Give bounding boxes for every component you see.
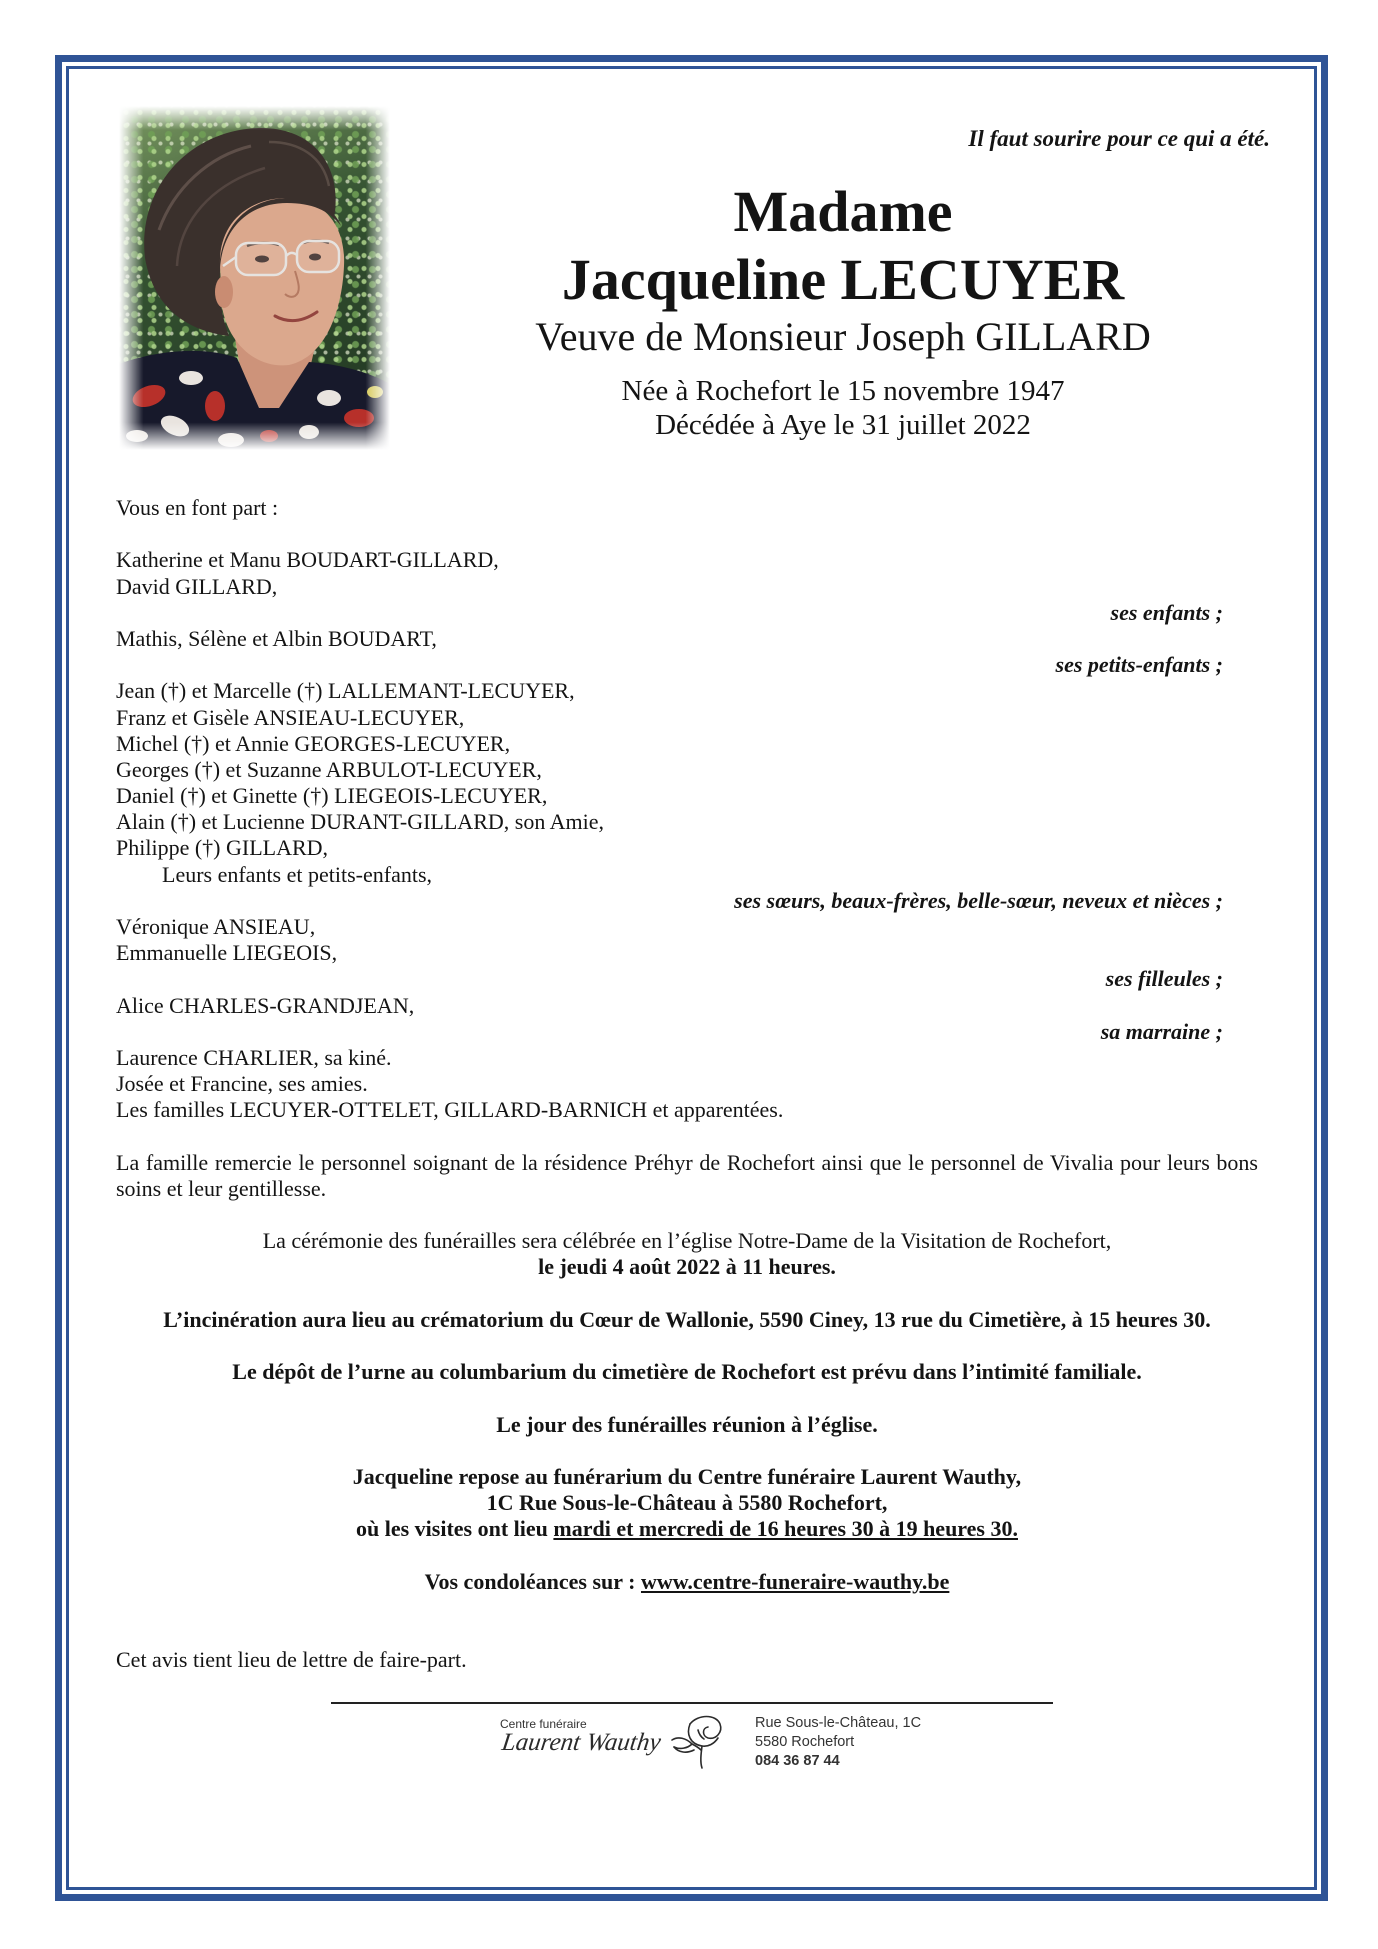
face	[220, 198, 344, 365]
relation-label: ses filleules ;	[1105, 966, 1223, 992]
gathering-info: Le jour des funérailles réunion à l’église.	[496, 1411, 878, 1437]
relation-label: ses enfants ;	[1110, 599, 1223, 625]
ceremony-place: La cérémonie des funérailles sera célébrée en l’église Notre-Dame de la Visitation de Rochefort,	[262, 1228, 1112, 1254]
repose-place: Jacqueline repose au funérarium du Centre funéraire Laurent Wauthy,	[352, 1463, 1022, 1489]
condolences-label: Vos condoléances sur :	[424, 1568, 641, 1594]
announcement-body	[116, 495, 1258, 1673]
visiting-hours	[116, 1516, 1258, 1542]
closing-note: Cet avis tient lieu de lettre de faire-part.	[116, 1647, 467, 1673]
family-name-line: Daniel (†) et Ginette (†) LIEGEOIS-LECUYER,	[116, 783, 548, 809]
widow-of: Veuve de Monsieur Joseph GILLARD	[535, 314, 1151, 359]
relation-label: ses petits-enfants ;	[1055, 652, 1223, 678]
thanks-line: soins et leur gentillesse.	[116, 1175, 327, 1201]
logo-wordmark: Laurent Wauthy	[500, 1729, 663, 1756]
family-sub-line: Leurs enfants et petits-enfants,	[162, 861, 433, 887]
funeral-home-city: 5580 Rochefort	[755, 1734, 855, 1750]
family-group-goddaughters	[116, 914, 1258, 993]
family-name-line: Alain (†) et Lucienne DURANT-GILLARD, son Amie,	[116, 809, 604, 835]
family-name-line: Jean (†) et Marcelle (†) LALLEMANT-LECUYER,	[116, 678, 575, 704]
other-mourner-line: Josée et Francine, ses amies.	[116, 1071, 368, 1097]
calla-lily-hand-icon	[668, 1710, 726, 1770]
family-name-line: Michel (†) et Annie GEORGES-LECUYER,	[116, 730, 511, 756]
deceased-name: Jacqueline LECUYER	[561, 247, 1125, 312]
family-name-line: Philippe (†) GILLARD,	[116, 835, 329, 861]
spacer	[116, 1595, 1258, 1621]
ceremony-date: le jeudi 4 août 2022 à 11 heures.	[538, 1254, 836, 1280]
ceremony-info	[116, 1228, 1258, 1280]
family-group-godmother	[116, 993, 1258, 1045]
funeral-home-street: Rue Sous-le-Château, 1C	[755, 1715, 922, 1731]
spacer	[116, 1385, 1258, 1411]
condolences-link[interactable]: www.centre-funeraire-wauthy.be	[640, 1568, 950, 1594]
family-group-grandchildren	[116, 626, 1258, 678]
death-info: Décédée à Aye le 31 juillet 2022	[655, 409, 1031, 441]
family-name-line: Véronique ANSIEAU,	[116, 914, 316, 939]
ear	[215, 276, 233, 308]
other-mourner-line: Les familles LECUYER-OTTELET, GILLARD-BARNICH et apparentées.	[116, 1097, 784, 1123]
birth-info: Née à Rochefort le 15 novembre 1947	[621, 375, 1065, 407]
epitaph-quote: Il faut sourire pour ce qui a été.	[968, 126, 1270, 151]
repose-info	[116, 1464, 1258, 1543]
repose-address: 1C Rue Sous-le-Château à 5580 Rochefort,	[486, 1490, 888, 1516]
portrait-illustration	[119, 106, 390, 450]
family-name-line: Emmanuelle LIEGEOIS,	[116, 940, 338, 966]
family-name-line: Georges (†) et Suzanne ARBULOT-LECUYER,	[116, 756, 542, 782]
family-name-line: Mathis, Sélène et Albin BOUDART,	[116, 625, 437, 651]
family-group-children	[116, 547, 1258, 626]
cremation-info: L’incinération aura lieu au crématorium du Cœur de Wallonie, 5590 Ciney, 13 rue du Cimetière, à 15 heures 30.	[163, 1306, 1211, 1332]
spacer	[116, 1202, 1258, 1228]
family-name-line: Alice CHARLES-GRANDJEAN,	[116, 992, 415, 1018]
relation-label: sa marraine ;	[1100, 1018, 1223, 1044]
visiting-hours-prefix: où les visites ont lieu	[356, 1516, 554, 1542]
spacer	[116, 1438, 1258, 1464]
honorific: Madame	[733, 179, 953, 244]
intro-line: Vous en font part :	[116, 495, 279, 520]
spacer	[116, 521, 1258, 547]
family-name-line: Franz et Gisèle ANSIEAU-LECUYER,	[116, 704, 465, 730]
funeral-home-phone: 084 36 87 44	[755, 1753, 840, 1769]
urn-info: Le dépôt de l’urne au columbarium du cimetière de Rochefort est prévu dans l’intimité familiale.	[232, 1359, 1142, 1385]
logo-caption: Centre funéraire	[500, 1717, 587, 1731]
thanks-line: La famille remercie le personnel soignant de la résidence Préhyr de Rochefort ainsi que le personnel de Vivalia pour leurs bons	[116, 1149, 1258, 1175]
family-group-siblings	[116, 678, 1258, 914]
thanks-paragraph	[116, 1150, 1258, 1202]
visiting-hours-times: mardi et mercredi de 16 heures 30 à 19 heures 30.	[553, 1516, 1018, 1542]
spacer	[116, 1333, 1258, 1359]
other-mourners	[116, 1045, 1258, 1124]
relation-label: ses sœurs, beaux-frères, belle-sœur, neveux et nièces ;	[734, 887, 1223, 913]
footer-divider	[331, 1702, 1053, 1704]
spacer	[116, 1621, 1258, 1647]
portrait-photo	[119, 106, 390, 450]
condolences-line	[116, 1569, 1258, 1595]
spacer	[116, 1281, 1258, 1307]
spacer	[116, 1543, 1258, 1569]
family-name-line: David GILLARD,	[116, 573, 278, 599]
family-name-line: Katherine et Manu BOUDART-GILLARD,	[116, 547, 499, 573]
other-mourner-line: Laurence CHARLIER, sa kiné.	[116, 1044, 392, 1070]
spacer	[116, 1124, 1258, 1150]
